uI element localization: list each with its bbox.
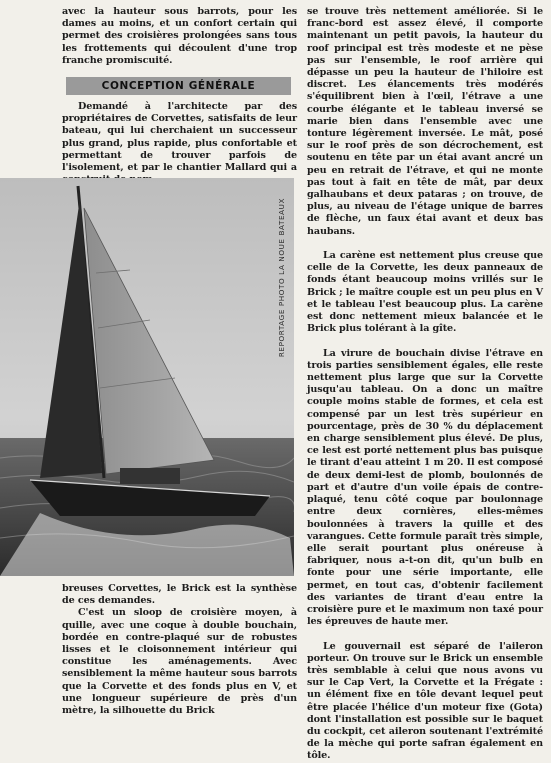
photo-credit: REPORTAGE PHOTO LA NOUE BATEAUX: [277, 198, 286, 358]
paragraph-gap: [307, 335, 543, 347]
right-column: [307, 6, 543, 763]
paragraph-gap: [307, 238, 543, 250]
right-paragraph-1: se trouve très nettement améliorée. Si le franc-bord est assez élevé, il comporte maintenant un petit pavois, la hauteur du roof principal est très modeste et ne pèse pas sur l'ensemble, le roof arrière qui dépasse un peu la hauteur de l'hiloire est discret. Les élancements très modérés s'équilibrent bien à l'œil, l'étrave a une courbe élégante et le tableau inversé se marie bien dans l'ensemble avec une tonture légèrement inversée. Le mât, posé sur le roof près de son décrochement, est soutenu en tête par un étai avant ancré un peu en retrait de l'étrave, et qui ne monte pas tout à fait en tête de mât, par deux galhaubans et deux pataras ; on trouve, de plus, au niveau de l'étage unique de barres de flèche, un faux étai avant et deux bas haubans.: [307, 6, 543, 237]
cabin-roof: [120, 468, 180, 484]
paragraph-gap: [307, 628, 543, 640]
left-column-top: [62, 6, 297, 67]
sloop-paragraph: C'est un sloop de croisière moyen, à quille, avec une coque à double bouchain, bordée en contre-plaqué sur de robustes lisses et le cloisonnement intérieur qui constitue les aménagements. Avec sensiblement la même hauteur sous barrots que la Corvette et des fonds plus en V, et une longueur supérieure de près d'un mètre, la silhouette du Brick: [62, 607, 297, 717]
left-column-intro: [62, 101, 297, 186]
intro-paragraph: avec la hauteur sous barrots, pour les dames au moins, et un confort certain qui permet des croisières prolongées sans tous les frottements qui découlent d'une trop franche promiscuité.: [62, 6, 297, 66]
continuation-text: breuses Corvettes, le Brick est la synthèse de ces demandes.: [62, 583, 297, 607]
sailboat-illustration: [0, 178, 294, 576]
right-paragraph-3: La virure de bouchain divise l'étrave en trois parties sensiblement égales, elle reste nettement plus large que sur la Corvette jusqu'au tableau. On a donc un maître couple moins stable de formes, et cela est compensé par un lest très supérieur en pourcentage, près de 30 % du déplacement en charge sensiblement plus élevé. De plus, ce lest est porté nettement plus bas puisque le tirant d'eau atteint 1 m 20. Il est composé de deux demi-lest de plomb, boulonnés de part et d'autre d'un voile épais de contre-plaqué, tenu côté coque par boulonnage entre deux cornières, elles-mêmes boulonnées à travers la quille et des varangues. Cette formule paraît très simple, elle serait pourtant plus onéreuse à fabriquer, nous a-t-on dit, qu'un bulb en fonte pour une série importante, elle permet, en tout cas, d'obtenir facilement des variantes de tirant d'eau entre la croisière pure et le maximum non taxé pour les épreuves de haute mer.: [307, 347, 543, 628]
right-paragraph-4: Le gouvernail est séparé de l'aileron porteur. On trouve sur le Brick un ensemble très semblable à celui que nous avons vu sur le Cap Vert, la Corvette et la Frégate : un élément fixe en tôle devant lequel peut être placée l'hélice d'un moteur fixe (Gota) dont l'installation est possible sur le baquet du cockpit, cet aileron soutenant l'extrémité de la mèche qui porte safran également en tôle.: [307, 640, 543, 762]
sailboat-photo: [0, 178, 294, 576]
right-paragraph-2: La carène est nettement plus creuse que celle de la Corvette, les deux panneaux de fonds étant beaucoup moins vrillés sur le Brick ; le maître couple est un peu plus en V et le tableau l'est beaucoup plus. La carène est donc nettement mieux balancée et le Brick plus tolérant à la gîte.: [307, 250, 543, 335]
conception-paragraph: Demandé à l'architecte par des propriétaires de Corvettes, satisfaits de leur bateau, qui lui cherchaient un successeur plus grand, plus rapide, plus confortable et permettant de trouver parfois de l'isolement, et par le chantier Mallard qui a: [62, 101, 297, 174]
section-heading: CONCEPTION GÉNÉRALE: [66, 77, 291, 95]
left-column-bottom: [62, 583, 297, 717]
